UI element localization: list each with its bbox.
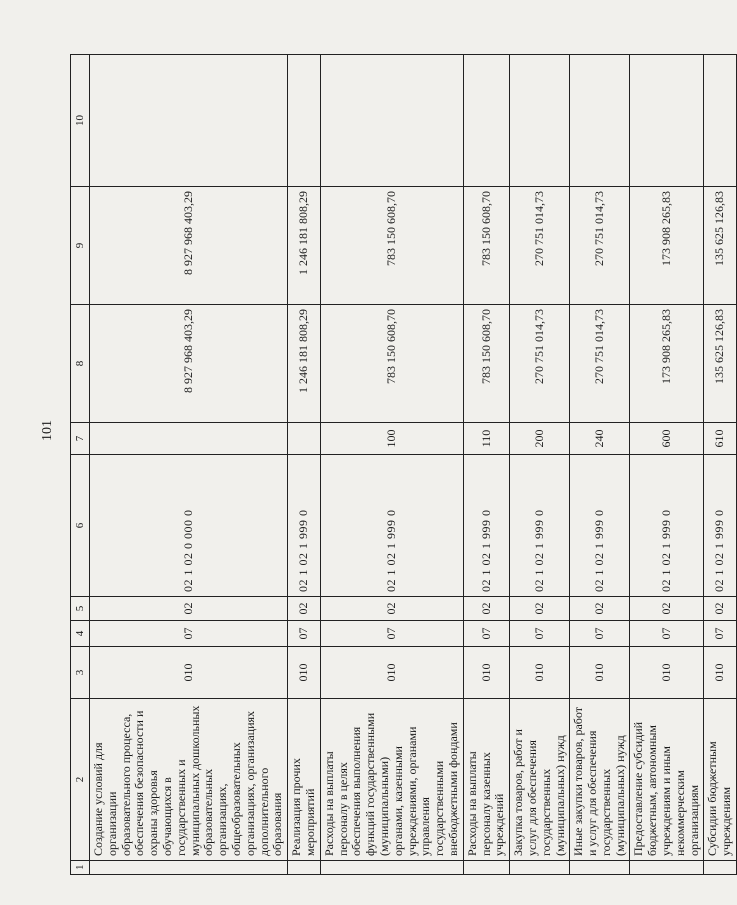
col-header: 7 <box>71 423 90 455</box>
table-cell-c2: Иные закупки товаров, работ и услуг для обеспечения государственных (муниципальных) нужд <box>570 699 630 861</box>
table-cell-c7: 600 <box>630 423 704 455</box>
table-cell-c10 <box>630 55 704 187</box>
table-cell-c2: Предоставление субсидий бюджетным, автономным учреждениям и иным некоммерческим организациям <box>630 699 704 861</box>
table-cell-c6: 02 1 02 1 999 0 <box>510 455 570 597</box>
table-cell-c10 <box>510 55 570 187</box>
table-cell-c5: 02 <box>463 597 509 621</box>
table-cell-c3: 010 <box>320 647 463 699</box>
table-row <box>704 55 737 875</box>
column-number-row <box>71 55 90 875</box>
col-header: 3 <box>71 647 90 699</box>
table-cell-c1 <box>510 861 570 875</box>
table-cell-c4: 07 <box>704 621 737 647</box>
table-cell-c10 <box>288 55 321 187</box>
table-cell-c3: 010 <box>463 647 509 699</box>
col-header: 5 <box>71 597 90 621</box>
table-cell-c2: Субсидии бюджетным учреждениям <box>704 699 737 861</box>
table-cell-c1 <box>90 861 288 875</box>
table-cell-c1 <box>570 861 630 875</box>
table-cell-c5: 02 <box>570 597 630 621</box>
table-cell-c4: 07 <box>320 621 463 647</box>
table-row <box>90 55 288 875</box>
table-cell-c10 <box>320 55 463 187</box>
table-cell-c1 <box>704 861 737 875</box>
table-cell-c6: 02 1 02 1 999 0 <box>570 455 630 597</box>
table-cell-c8: 173 908 265,83 <box>630 305 704 423</box>
table-row <box>320 55 463 875</box>
table-cell-c1 <box>320 861 463 875</box>
table-cell-c8: 135 625 126,83 <box>704 305 737 423</box>
table-cell-c10 <box>90 55 288 187</box>
table-cell-c6: 02 1 02 0 000 0 <box>90 455 288 597</box>
col-header: 1 <box>71 861 90 875</box>
table-row <box>463 55 509 875</box>
table-cell-c4: 07 <box>630 621 704 647</box>
table-cell-c1 <box>630 861 704 875</box>
table-cell-c9: 8 927 968 403,29 <box>90 187 288 305</box>
table-cell-c3: 010 <box>90 647 288 699</box>
table-cell-c9: 270 751 014,73 <box>510 187 570 305</box>
table-cell-c7 <box>288 423 321 455</box>
table-cell-c5: 02 <box>704 597 737 621</box>
table-row <box>510 55 570 875</box>
table-cell-c6: 02 1 02 1 999 0 <box>704 455 737 597</box>
table-cell-c7 <box>90 423 288 455</box>
table-cell-c7: 240 <box>570 423 630 455</box>
table-cell-c6: 02 1 02 1 999 0 <box>288 455 321 597</box>
table-cell-c3: 010 <box>630 647 704 699</box>
table-cell-c4: 07 <box>463 621 509 647</box>
table-cell-c6: 02 1 02 1 999 0 <box>463 455 509 597</box>
col-header: 9 <box>71 187 90 305</box>
table-cell-c3: 010 <box>510 647 570 699</box>
table-cell-c4: 07 <box>288 621 321 647</box>
table-cell-c10 <box>704 55 737 187</box>
table-cell-c8: 8 927 968 403,29 <box>90 305 288 423</box>
table-cell-c3: 010 <box>704 647 737 699</box>
table-cell-c9: 135 625 126,83 <box>704 187 737 305</box>
table-cell-c7: 610 <box>704 423 737 455</box>
table-cell-c3: 010 <box>288 647 321 699</box>
table-cell-c8: 783 150 608,70 <box>320 305 463 423</box>
table-cell-c2: Создание условий для организации образовательного процесса, обеспечения безопасности и охраны здоровья обучающихся в государственных и муниципальных дошкольных образовательных организациях, общеобразовательных организациях, организациях дополнительного образования <box>90 699 288 861</box>
table-cell-c5: 02 <box>510 597 570 621</box>
col-header: 8 <box>71 305 90 423</box>
table-cell-c2: Закупка товаров, работ и услуг для обеспечения государственных (муниципальных) нужд <box>510 699 570 861</box>
table-cell-c1 <box>463 861 509 875</box>
table-cell-c9: 783 150 608,70 <box>320 187 463 305</box>
table-row <box>288 55 321 875</box>
page-number: 101 <box>40 420 55 441</box>
col-header: 10 <box>71 55 90 187</box>
table-row <box>630 55 704 875</box>
col-header: 2 <box>71 699 90 861</box>
table-cell-c10 <box>463 55 509 187</box>
rotated-sheet <box>70 55 734 875</box>
table-cell-c9: 270 751 014,73 <box>570 187 630 305</box>
table-cell-c8: 270 751 014,73 <box>570 305 630 423</box>
col-header: 6 <box>71 455 90 597</box>
table-cell-c2: Расходы на выплаты персоналу в целях обеспечения выполнения функций государственными (муниципальными) органами, казенными учреждениями, органами управления государственными внебюджетными фондами <box>320 699 463 861</box>
table-cell-c7: 200 <box>510 423 570 455</box>
table-cell-c9: 783 150 608,70 <box>463 187 509 305</box>
budget-table <box>70 54 737 875</box>
table-cell-c4: 07 <box>90 621 288 647</box>
table-row <box>570 55 630 875</box>
table-cell-c4: 07 <box>510 621 570 647</box>
table-cell-c4: 07 <box>570 621 630 647</box>
table-cell-c8: 1 246 181 808,29 <box>288 305 321 423</box>
table-cell-c5: 02 <box>630 597 704 621</box>
table-cell-c7: 110 <box>463 423 509 455</box>
table-cell-c2: Расходы на выплаты персоналу казенных учреждений <box>463 699 509 861</box>
table-cell-c10 <box>570 55 630 187</box>
table-cell-c9: 173 908 265,83 <box>630 187 704 305</box>
table-cell-c7: 100 <box>320 423 463 455</box>
table-cell-c6: 02 1 02 1 999 0 <box>630 455 704 597</box>
table-cell-c3: 010 <box>570 647 630 699</box>
table-cell-c8: 783 150 608,70 <box>463 305 509 423</box>
table-cell-c1 <box>288 861 321 875</box>
table-cell-c2: Реализация прочих мероприятий <box>288 699 321 861</box>
table-cell-c8: 270 751 014,73 <box>510 305 570 423</box>
table-cell-c5: 02 <box>320 597 463 621</box>
table-cell-c6: 02 1 02 1 999 0 <box>320 455 463 597</box>
col-header: 4 <box>71 621 90 647</box>
table-cell-c5: 02 <box>288 597 321 621</box>
table-cell-c5: 02 <box>90 597 288 621</box>
table-cell-c9: 1 246 181 808,29 <box>288 187 321 305</box>
